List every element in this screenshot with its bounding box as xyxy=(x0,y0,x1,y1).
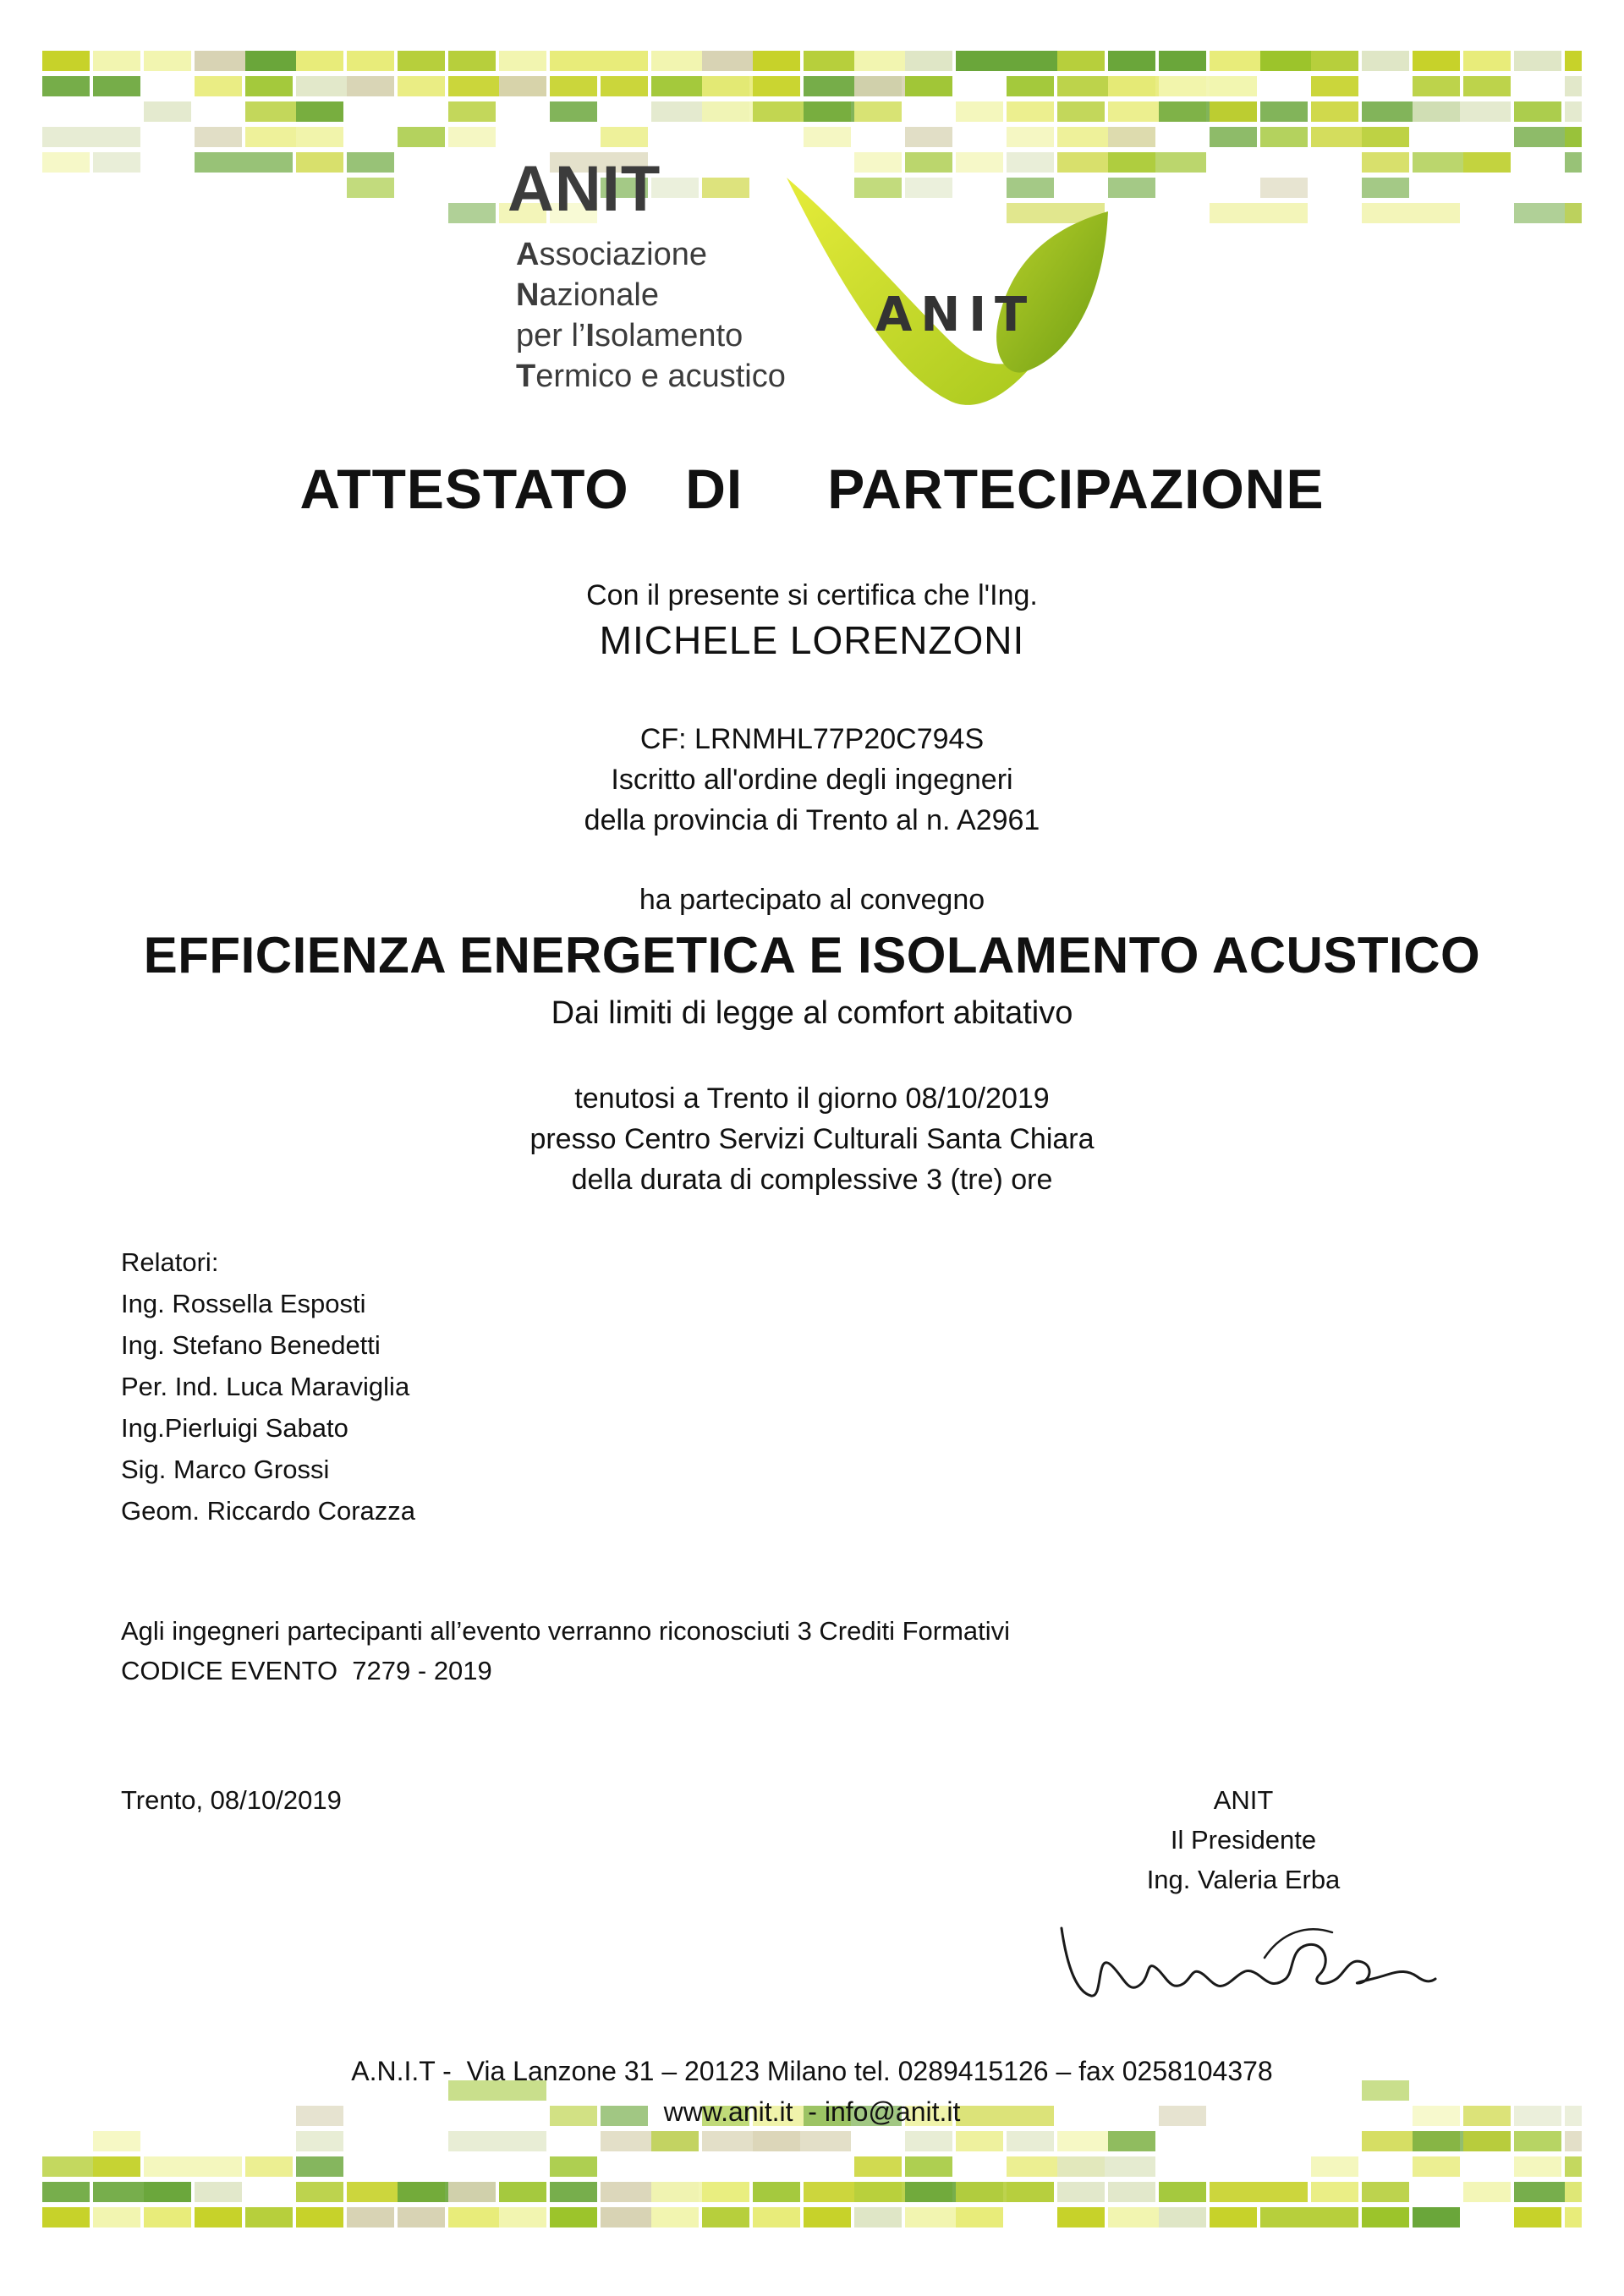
band-tile xyxy=(753,2182,800,2202)
speaker-item: Ing.Pierluigi Sabato xyxy=(121,1413,348,1443)
band-tile xyxy=(753,2131,851,2151)
band-tile xyxy=(550,2156,597,2177)
band-tile xyxy=(93,76,140,96)
speakers-heading: Relatori: xyxy=(121,1247,219,1277)
band-tile xyxy=(1159,2182,1206,2202)
event-subtitle: Dai limiti di legge al comfort abitativo xyxy=(551,995,1073,1031)
logo-line-3: per l’Isolamento xyxy=(516,318,743,353)
band-tile xyxy=(651,2131,699,2151)
band-tile xyxy=(195,127,242,147)
band-tile xyxy=(753,76,800,96)
band-tile xyxy=(601,76,648,96)
band-tile xyxy=(448,2131,546,2151)
band-tile xyxy=(702,2182,749,2202)
band-tile xyxy=(1413,51,1460,71)
band-tile xyxy=(195,152,293,173)
band-tile xyxy=(1362,2207,1409,2228)
band-tile xyxy=(398,127,445,147)
band-tile xyxy=(1565,51,1582,71)
band-tile xyxy=(550,101,597,122)
participated-text: ha partecipato al convegno xyxy=(639,884,985,916)
band-tile xyxy=(499,2207,546,2228)
band-tile xyxy=(1210,2182,1308,2202)
band-tile xyxy=(1311,76,1358,96)
band-tile xyxy=(1565,2182,1582,2202)
certificate-title: ATTESTATO DI PARTECIPAZIONE xyxy=(299,458,1325,520)
band-tile xyxy=(245,2207,293,2228)
band-tile xyxy=(1514,2131,1561,2151)
band-tile xyxy=(1007,101,1054,122)
band-tile xyxy=(347,76,394,96)
band-tile xyxy=(245,76,293,96)
band-tile xyxy=(93,51,140,71)
footer-address: A.N.I.T - Via Lanzone 31 – 20123 Milano tel. 0289415126 – fax 0258104378 xyxy=(351,2056,1273,2086)
logo-line-4: Termico e acustico xyxy=(516,359,786,394)
band-tile xyxy=(1514,101,1561,122)
logo-line-2: Nazionale xyxy=(516,277,660,313)
band-tile xyxy=(1210,127,1257,147)
band-tile xyxy=(1463,2182,1511,2202)
band-tile xyxy=(1362,152,1409,173)
event-venue: presso Centro Servizi Culturali Santa Chiara xyxy=(529,1123,1095,1155)
band-tile xyxy=(1311,2156,1358,2177)
band-tile xyxy=(144,51,191,71)
band-tile xyxy=(195,76,242,96)
band-tile xyxy=(550,51,648,71)
intro-text: Con il presente si certifica che l'Ing. xyxy=(586,579,1038,611)
band-tile xyxy=(1413,2207,1460,2228)
band-tile xyxy=(1311,101,1358,122)
band-tile xyxy=(1514,2207,1561,2228)
band-tile xyxy=(905,2156,952,2177)
band-tile xyxy=(42,2182,90,2202)
band-tile xyxy=(1057,2182,1105,2202)
band-tile xyxy=(93,2131,140,2151)
band-tile xyxy=(144,101,191,122)
band-tile xyxy=(42,152,90,173)
footer-contacts: www.anit.it - info@anit.it xyxy=(663,2096,961,2127)
band-tile xyxy=(195,2182,242,2202)
band-tile xyxy=(245,2156,293,2177)
band-tile xyxy=(854,2156,902,2177)
band-tile xyxy=(702,2207,749,2228)
band-tile xyxy=(398,2207,445,2228)
band-tile xyxy=(42,51,90,71)
band-tile xyxy=(1210,203,1308,223)
participant-name: MICHELE LORENZONI xyxy=(599,618,1025,662)
registration-line-1: Iscritto all'ordine degli ingegneri xyxy=(611,764,1013,796)
band-tile xyxy=(1007,2131,1054,2151)
band-tile xyxy=(347,152,394,173)
band-tile xyxy=(1565,2156,1582,2177)
speaker-item: Sig. Marco Grossi xyxy=(121,1455,330,1484)
band-tile xyxy=(195,2207,242,2228)
band-tile xyxy=(1311,2207,1358,2228)
band-tile xyxy=(601,127,648,147)
band-tile xyxy=(93,152,140,173)
logo-acronym: ANIT xyxy=(508,153,661,225)
band-tile xyxy=(550,2207,597,2228)
band-tile xyxy=(1210,2207,1257,2228)
band-tile xyxy=(550,76,597,96)
band-tile xyxy=(448,2182,496,2202)
band-tile xyxy=(448,203,496,223)
speaker-item: Ing. Stefano Benedetti xyxy=(121,1330,381,1360)
registration-line-2: della provincia di Trento al n. A2961 xyxy=(584,804,1040,836)
band-tile xyxy=(956,2207,1003,2228)
band-tile xyxy=(1108,51,1155,71)
signatory-block xyxy=(1100,1780,1387,1899)
band-tile xyxy=(1565,203,1582,223)
band-tile xyxy=(296,152,343,173)
band-tile xyxy=(905,76,952,96)
band-tile xyxy=(854,2207,902,2228)
band-tile xyxy=(1311,2182,1358,2202)
band-tile xyxy=(296,101,343,122)
band-tile xyxy=(905,2131,952,2151)
logo-mark-text: ANIT xyxy=(875,288,1036,342)
band-tile xyxy=(1413,76,1460,96)
band-tile xyxy=(296,127,343,147)
band-tile xyxy=(398,76,445,96)
band-tile xyxy=(905,51,952,71)
band-tile xyxy=(1565,76,1582,96)
event-duration: della durata di complessive 3 (tre) ore xyxy=(571,1164,1053,1196)
band-tile xyxy=(1007,2182,1054,2202)
band-tile xyxy=(448,51,496,71)
band-tile xyxy=(347,178,394,198)
band-tile xyxy=(296,2207,343,2228)
band-tile xyxy=(1210,101,1257,122)
band-tile xyxy=(804,127,851,147)
band-tile xyxy=(499,2182,546,2202)
band-tile xyxy=(1007,127,1054,147)
band-tile xyxy=(1514,51,1561,71)
place-date: Trento, 08/10/2019 xyxy=(121,1785,342,1815)
band-tile xyxy=(1463,2131,1511,2151)
band-tile xyxy=(1057,2156,1155,2177)
band-tile xyxy=(1210,76,1257,96)
band-tile xyxy=(296,2131,343,2151)
band-tile xyxy=(1108,2131,1155,2151)
band-tile xyxy=(1260,127,1308,147)
band-tile xyxy=(1057,101,1105,122)
band-tile xyxy=(1463,76,1511,96)
band-tile xyxy=(753,51,800,71)
band-tile xyxy=(854,101,902,122)
band-tile xyxy=(347,51,394,71)
speakers-list xyxy=(121,1241,415,1532)
band-tile xyxy=(93,2156,140,2177)
band-tile xyxy=(1413,2156,1460,2177)
band-tile xyxy=(42,127,140,147)
band-tile xyxy=(93,2207,140,2228)
band-tile xyxy=(347,2207,394,2228)
band-tile xyxy=(144,2182,191,2202)
band-tile xyxy=(1159,51,1206,71)
signatory-org: ANIT xyxy=(1213,1785,1274,1815)
band-tile xyxy=(1362,178,1409,198)
band-tile xyxy=(1159,2207,1206,2228)
band-tile xyxy=(550,2182,597,2202)
band-tile xyxy=(296,2182,343,2202)
band-tile xyxy=(1362,2182,1409,2202)
band-tile xyxy=(1565,101,1582,122)
band-tile xyxy=(1108,127,1155,147)
band-tile xyxy=(1565,2131,1582,2151)
speaker-item: Per. Ind. Luca Maraviglia xyxy=(121,1372,410,1401)
event-date: tenutosi a Trento il giorno 08/10/2019 xyxy=(574,1082,1050,1115)
band-tile xyxy=(1565,2207,1582,2228)
band-tile xyxy=(753,2207,800,2228)
signatory-role: Il Presidente xyxy=(1170,1825,1317,1855)
band-tile xyxy=(42,76,90,96)
anit-logo xyxy=(508,152,1150,406)
band-tile xyxy=(905,127,952,147)
band-tile xyxy=(499,51,546,71)
band-tile xyxy=(42,2207,90,2228)
band-tile xyxy=(1362,51,1409,71)
band-tile xyxy=(144,2156,242,2177)
band-tile xyxy=(296,51,343,71)
band-tile xyxy=(448,101,496,122)
band-tile xyxy=(1057,2207,1105,2228)
band-tile xyxy=(499,76,546,96)
band-tile xyxy=(1565,152,1582,173)
signatory-name: Ing. Valeria Erba xyxy=(1146,1865,1341,1894)
speaker-item: Geom. Riccardo Corazza xyxy=(121,1496,416,1526)
credits-text: Agli ingegneri partecipanti all’evento verranno riconosciuti 3 Crediti Formativi xyxy=(121,1616,1011,1646)
band-tile xyxy=(1108,2182,1155,2202)
band-tile xyxy=(1362,203,1460,223)
band-tile xyxy=(956,2131,1003,2151)
band-tile xyxy=(1565,127,1582,147)
band-tile xyxy=(1413,101,1511,122)
band-tile xyxy=(804,2207,851,2228)
band-tile xyxy=(651,2207,699,2228)
band-tile xyxy=(1463,51,1511,71)
band-tile xyxy=(398,51,445,71)
band-tile xyxy=(956,101,1003,122)
band-tile xyxy=(448,127,496,147)
band-tile xyxy=(1311,51,1358,71)
band-tile xyxy=(1057,51,1105,71)
logo-line-1: Associazione xyxy=(516,237,708,272)
band-tile xyxy=(144,2207,191,2228)
band-tile xyxy=(296,2156,343,2177)
band-tile xyxy=(1362,127,1409,147)
speaker-item: Ing. Rossella Esposti xyxy=(121,1289,366,1318)
band-tile xyxy=(1514,2156,1561,2177)
event-code: CODICE EVENTO 7279 - 2019 xyxy=(121,1656,492,1685)
event-title: EFFICIENZA ENERGETICA E ISOLAMENTO ACUSTICO xyxy=(143,927,1481,984)
band-tile xyxy=(1007,76,1054,96)
band-tile xyxy=(1260,178,1308,198)
signature-icon xyxy=(1053,1899,1442,2008)
fiscal-code: CF: LRNMHL77P20C794S xyxy=(639,723,985,755)
band-tile xyxy=(1463,152,1511,173)
band-tile xyxy=(1260,101,1308,122)
